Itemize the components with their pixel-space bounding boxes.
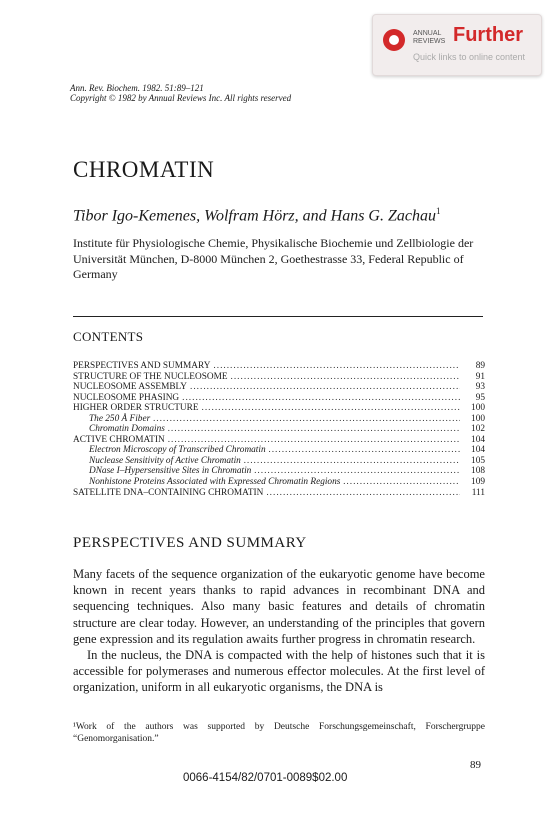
toc-label: NUCLEOSOME ASSEMBLY: [73, 382, 188, 393]
authors: Tibor Igo-Kemenes, Wolfram Hörz, and Hans G. Zachau: [73, 207, 436, 225]
toc-label: The 250 Å Fiber: [89, 413, 151, 424]
journal-citation: [70, 83, 291, 103]
toc-entry[interactable]: [73, 393, 485, 404]
paragraph: In the nucleus, the DNA is compacted with the help of histones such that it is accessible for polymerases and numerous effector molecules. At the first level of organization, uniform in all eukaryotic organisms, the DNA is: [73, 648, 485, 695]
toc-entry[interactable]: [73, 424, 485, 435]
toc-entry[interactable]: [73, 435, 485, 446]
toc-leader: [153, 414, 460, 425]
body-text: [73, 566, 485, 696]
contents-heading: CONTENTS: [73, 329, 144, 344]
toc-entry[interactable]: [73, 372, 485, 383]
toc-leader: [168, 424, 460, 435]
toc-page: 100: [471, 403, 485, 414]
toc-page: 100: [471, 413, 485, 424]
paragraph: Many facets of the sequence organization of the eukaryotic genome have become known in recent years thanks to rapid advances in recombinant DNA and sequencing techniques. Also many basic features and details of chromatin structure are clear today. However, an understanding of the principles that govern gene expression and its regulation awaits further progress in chromatin research.: [73, 567, 485, 646]
table-of-contents: [73, 361, 485, 498]
toc-leader: [231, 372, 460, 383]
toc-page: 111: [471, 487, 485, 498]
toc-entry[interactable]: [73, 445, 485, 456]
toc-entry[interactable]: [73, 466, 485, 477]
author-line: [73, 206, 440, 225]
toc-leader: [343, 477, 460, 488]
toc-page: 89: [475, 361, 485, 371]
toc-leader: [269, 445, 460, 456]
annual-reviews-logo-icon: [383, 29, 405, 51]
footnote: ¹Work of the authors was supported by Deutsche Forschungsgemeinschaft, Forschergruppe “Genomorganisation.”: [73, 722, 485, 744]
toc-label: Nonhistone Proteins Associated with Expressed Chromatin Regions: [89, 477, 341, 488]
badge-publisher-text: ANNUAL REVIEWS: [413, 30, 446, 45]
toc-page: 108: [471, 466, 485, 477]
toc-page: 105: [471, 455, 485, 466]
toc-leader: [244, 456, 460, 467]
toc-label: HIGHER ORDER STRUCTURE: [73, 403, 199, 414]
toc-label: ACTIVE CHROMATIN: [73, 434, 165, 445]
toc-leader: [168, 435, 460, 446]
toc-label: NUCLEOSOME PHASING: [73, 392, 180, 403]
toc-entry[interactable]: [73, 382, 485, 393]
toc-entry[interactable]: [73, 488, 485, 499]
badge-subtitle: Quick links to online content: [413, 52, 526, 62]
toc-page: 95: [475, 392, 485, 403]
toc-entry[interactable]: [73, 403, 485, 414]
toc-label: STRUCTURE OF THE NUCLEOSOME: [73, 371, 228, 382]
toc-leader: [182, 393, 460, 404]
toc-label: PERSPECTIVES AND SUMMARY: [73, 361, 211, 371]
section-heading: PERSPECTIVES AND SUMMARY: [73, 535, 307, 551]
toc-entry[interactable]: [73, 414, 485, 425]
article-title: CHROMATIN: [73, 157, 215, 182]
toc-page: 109: [471, 477, 485, 488]
page-number: 89: [470, 759, 481, 771]
footnote-mark: 1: [435, 206, 441, 216]
toc-leader: [190, 382, 460, 393]
toc-leader: [254, 466, 460, 477]
badge-title: Further: [453, 24, 523, 46]
toc-page: 102: [471, 424, 485, 435]
toc-label: DNase I–Hypersensitive Sites in Chromatin: [89, 466, 252, 477]
toc-page: 104: [471, 434, 485, 445]
toc-label: Chromatin Domains: [89, 424, 165, 435]
article-code: 0066-4154/82/0701-0089$02.00: [183, 772, 348, 784]
toc-page: 104: [471, 445, 485, 456]
affiliation: Institute für Physiologische Chemie, Physikalische Biochemie und Zellbiologie der Universität München, D-8000 München 2, Goethestrasse 33, Federal Republic of Germany: [73, 236, 474, 281]
citation-line: Ann. Rev. Biochem. 1982. 51:89–121: [70, 83, 204, 93]
toc-page: 91: [475, 371, 485, 382]
divider: [73, 316, 483, 317]
toc-leader: [266, 488, 460, 499]
further-badge[interactable]: [372, 14, 542, 76]
toc-leader: [202, 403, 460, 414]
toc-label: SATELLITE DNA–CONTAINING CHROMATIN: [73, 487, 264, 498]
toc-entry[interactable]: [73, 361, 485, 372]
toc-page: 93: [475, 382, 485, 393]
toc-leader: [213, 361, 460, 372]
toc-entry[interactable]: [73, 456, 485, 467]
toc-label: Nuclease Sensitivity of Active Chromatin: [89, 455, 241, 466]
toc-label: Electron Microscopy of Transcribed Chromatin: [89, 445, 266, 456]
copyright-line: Copyright © 1982 by Annual Reviews Inc. All rights reserved: [70, 93, 292, 103]
toc-entry[interactable]: [73, 477, 485, 488]
